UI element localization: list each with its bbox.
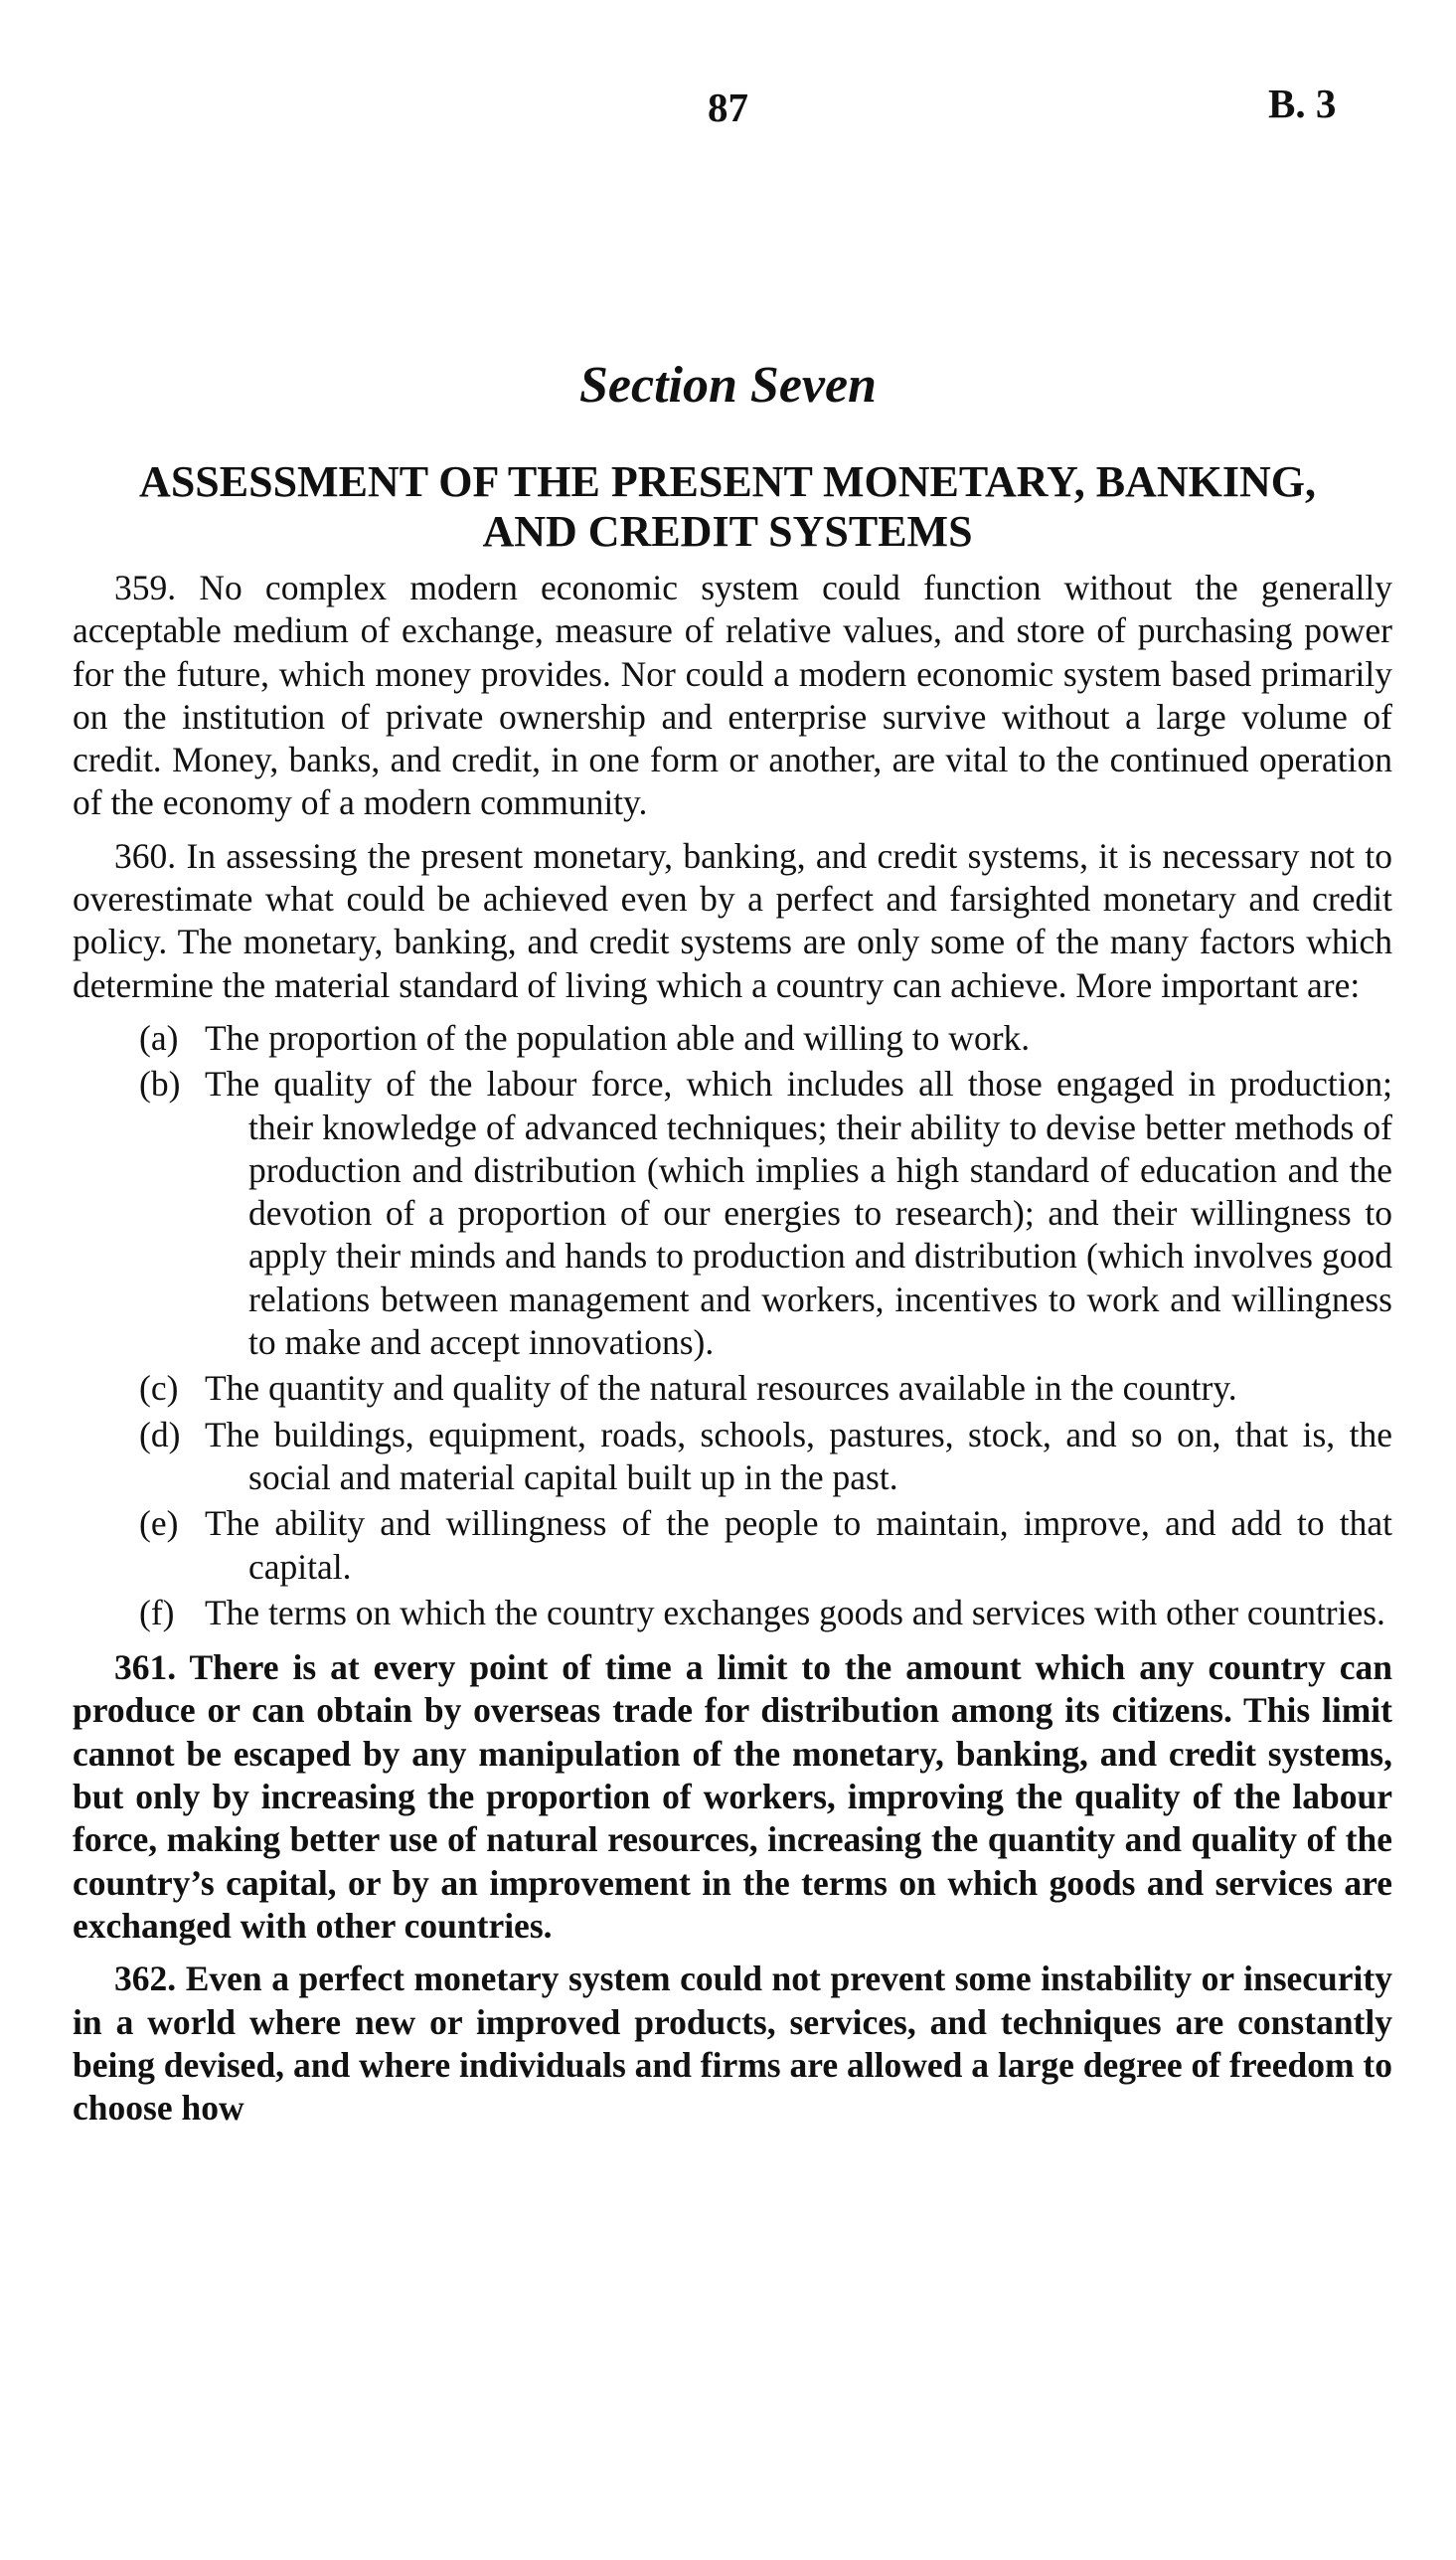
item-text: The ability and willingness of the people to maintain, improve, and add to that capital. [205, 1503, 1392, 1587]
list-item [73, 1502, 1392, 1589]
factor-list [73, 1017, 1392, 1634]
list-item [73, 1367, 1392, 1410]
item-text: The quality of the labour force, which includes all those engaged in production; their knowledge of advanced techniques; their ability to devise better methods of production and distribution (which implies a high standard of education and the devotion of a proportion of our energies to research); and their willingness to apply their minds and hands to production and distribution (which involves good relations between management and workers, incentives to work and willingness to make and accept innovations). [205, 1064, 1392, 1363]
item-label: (d) [139, 1414, 181, 1454]
section-title-line-1: ASSESSMENT OF THE PRESENT MONETARY, BANKING, [139, 457, 1316, 506]
item-text: The proportion of the population able and willing to work. [205, 1017, 1031, 1058]
item-label: (a) [139, 1017, 179, 1058]
item-text: The quantity and quality of the natural resources available in the country. [205, 1368, 1237, 1409]
paragraph-361: 361. There is at every point of time a limit to the amount which any country can produce or can obtain by overseas trade for distribution among its citizens. This limit cannot be escaped by any manipulation of the monetary, banking, and credit systems, but only by increasing the proportion of workers, improving the quality of the labour force, making better use of natural resources, increasing the quantity and quality of the country’s capital, or by an improvement in the terms on which goods and services are exchanged with other countries. [73, 1647, 1392, 1946]
body-text [73, 567, 1392, 2139]
paragraph-360: 360. In assessing the present monetary, banking, and credit systems, it is necessary not to overestimate what could be achieved even by a perfect and farsighted monetary and credit policy. The monetary, banking, and credit systems are only some of the many factors which determine the material standard of living which a country can achieve. More important are: [73, 835, 1392, 1005]
list-item [73, 1592, 1392, 1634]
paragraph-359: 359. No complex modern economic system could function without the generally acceptable medium of exchange, measure of relative values, and store of purchasing power for the future, which money provides. Nor could a modern economic system based primarily on the institution of private ownership and enterprise survive without a large volume of credit. Money, banks, and credit, in one form or another, are vital to the continued operation of the economy of a modern community. [73, 568, 1392, 823]
item-label: (e) [139, 1503, 179, 1544]
list-item [73, 1017, 1392, 1060]
section-title-line-2: AND CREDIT SYSTEMS [482, 507, 973, 556]
section-label: Section Seven [579, 357, 877, 414]
item-text: The buildings, equipment, roads, schools, pastures, stock, and so on, that is, the social and material capital built up in the past. [205, 1414, 1392, 1497]
document-reference: B. 3 [1268, 81, 1337, 126]
paragraph-362: 362. Even a perfect monetary system could not prevent some instability or insecurity in a world where new or improved products, services, and techniques are constantly being devised, and where individuals and firms are allowed a large degree of freedom to choose how [73, 1959, 1392, 2129]
item-text: The terms on which the country exchanges goods and services with other countries. [205, 1592, 1385, 1632]
section-title [62, 457, 1393, 557]
item-label: (c) [139, 1368, 179, 1409]
page-number: 87 [708, 85, 748, 130]
item-label: (f) [139, 1592, 175, 1632]
item-label: (b) [139, 1064, 181, 1105]
list-item [73, 1063, 1392, 1364]
list-item [73, 1414, 1392, 1500]
